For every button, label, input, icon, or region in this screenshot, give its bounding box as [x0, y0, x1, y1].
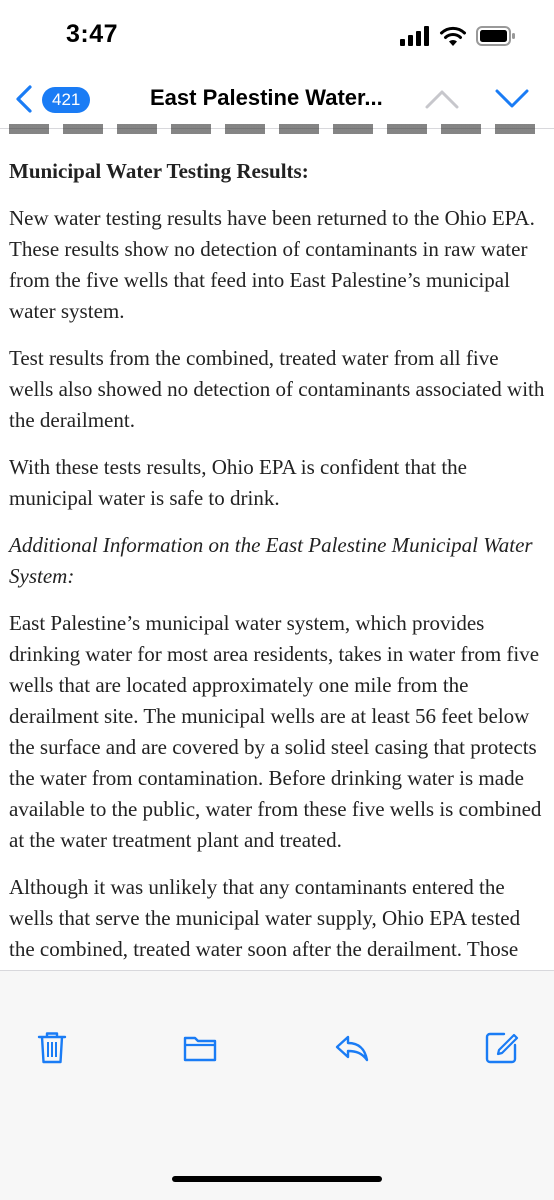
paragraph-2: Test results from the combined, treated water from all five wells also showed no detection of contaminants associated with the derailment. — [9, 346, 545, 432]
compose-icon[interactable] — [484, 1029, 520, 1065]
status-icons — [400, 26, 516, 46]
status-time: 3:47 — [66, 20, 119, 48]
paragraph-4: East Palestine’s municipal water system, which provides drinking water for most area residents, takes in water from five wells that are located approximately one mile from the derailment site. The municipal wells are at least 56 feet below the surface and are covered by a solid steel casing that protects the water from contamination. Before drinking water is made available to the public, water from these five wells is combined at the water treatment plant and treated. — [9, 611, 542, 852]
down-chevron-icon[interactable] — [494, 88, 530, 110]
email-body — [9, 128, 545, 970]
nav-title: East Palestine Water... — [150, 85, 383, 110]
unread-count-badge[interactable]: 421 — [42, 87, 90, 113]
section-heading: Municipal Water Testing Results: — [9, 159, 309, 183]
status-bar — [0, 0, 554, 70]
battery-icon — [476, 26, 516, 46]
home-indicator[interactable] — [172, 1176, 382, 1182]
paragraph-5: Although it was unlikely that any contaminants entered the wells that serve the municipal water supply, Ohio EPA tested the combined, treated water soon after the derailment. Those — [9, 875, 521, 961]
folder-icon[interactable] — [182, 1029, 218, 1065]
back-chevron-icon[interactable] — [12, 84, 36, 114]
trash-icon[interactable] — [34, 1029, 70, 1065]
section-subheading: Additional Information on the East Palestine Municipal Water System: — [9, 533, 533, 588]
bottom-toolbar — [0, 971, 554, 1200]
reply-icon[interactable] — [334, 1029, 370, 1065]
signal-icon — [400, 26, 430, 46]
nav-bar — [0, 70, 554, 129]
paragraph-1: New water testing results have been returned to the Ohio EPA. These results show no detection of contaminants in raw water from the five wells that feed into East Palestine’s municipal water system. — [9, 206, 535, 323]
paragraph-3: With these tests results, Ohio EPA is confident that the municipal water is safe to drink. — [9, 455, 468, 510]
up-chevron-icon[interactable] — [424, 88, 460, 110]
clipped-text-line — [9, 124, 545, 130]
wifi-icon — [440, 26, 466, 46]
